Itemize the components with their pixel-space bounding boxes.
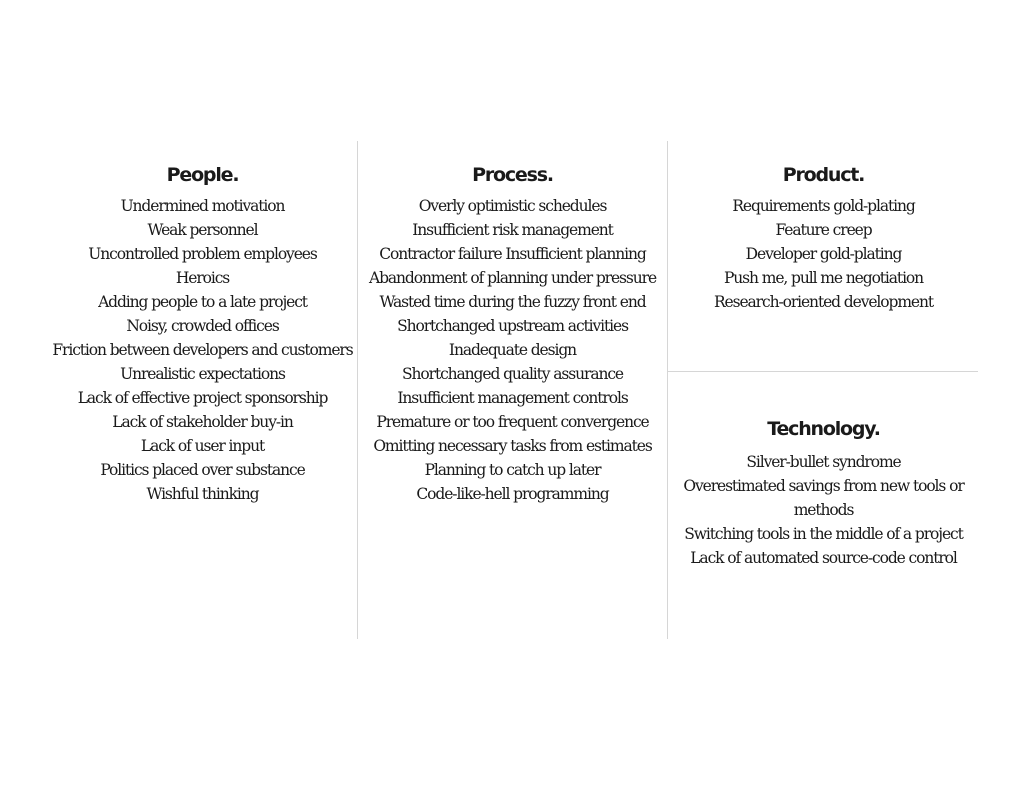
column-divider [667, 141, 668, 639]
people-list [48, 194, 357, 506]
process-column [358, 141, 667, 641]
list-item: Planning to catch up later [424, 461, 601, 479]
list-item: Lack of stakeholder buy-in [112, 413, 293, 431]
row-divider [668, 371, 978, 372]
list-item: Switching tools in the middle of a project [684, 525, 963, 543]
technology-list [669, 450, 978, 570]
list-item: Wasted time during the fuzzy front end [379, 293, 646, 311]
list-item: Insufficient management controls [397, 389, 628, 407]
list-item: Shortchanged quality assurance [402, 365, 623, 383]
list-item: Developer gold-plating [745, 245, 902, 263]
list-item: Politics placed over substance [100, 461, 305, 479]
technology-column [669, 373, 978, 641]
list-item: Shortchanged upstream activities [397, 317, 628, 335]
list-item: Wishful thinking [146, 485, 259, 503]
process-list [358, 194, 667, 506]
list-item: Omitting necessary tasks from estimates [373, 437, 652, 455]
list-item: Unrealistic expectations [120, 365, 285, 383]
list-item: Overestimated savings from new tools or methods [683, 477, 964, 519]
list-item: Code-like-hell programming [416, 485, 609, 503]
list-item: Uncontrolled problem employees [88, 245, 317, 263]
people-heading: People. [166, 164, 239, 186]
list-item: Overly optimistic schedules [418, 197, 607, 215]
list-item: Research-oriented development [713, 293, 934, 311]
list-item: Lack of automated source-code control [690, 549, 957, 567]
list-item: Inadequate design [448, 341, 577, 359]
list-item: Push me, pull me negotiation [723, 269, 924, 287]
product-column [669, 141, 978, 371]
mistakes-table [48, 141, 978, 641]
list-item: Contractor failure Insufficient planning [379, 245, 646, 263]
list-item: Insufficient risk management [412, 221, 613, 239]
list-item: Abandonment of planning under pressure [368, 269, 657, 287]
list-item: Adding people to a late project [98, 293, 307, 311]
list-item: Friction between developers and customers [52, 341, 353, 359]
product-list [669, 194, 978, 314]
people-column [48, 141, 357, 641]
list-item: Silver-bullet syndrome [746, 453, 901, 471]
list-item: Weak personnel [147, 221, 258, 239]
list-item: Heroics [175, 269, 230, 287]
list-item: Undermined motivation [120, 197, 285, 215]
list-item: Lack of user input [140, 437, 265, 455]
technology-heading: Technology. [767, 418, 880, 440]
product-heading: Product. [782, 164, 865, 186]
list-item: Feature creep [775, 221, 872, 239]
list-item: Lack of effective project sponsorship [77, 389, 328, 407]
process-heading: Process. [472, 164, 553, 186]
list-item: Premature or too frequent convergence [376, 413, 649, 431]
list-item: Requirements gold-plating [732, 197, 915, 215]
list-item: Noisy, crowded offices [126, 317, 279, 335]
